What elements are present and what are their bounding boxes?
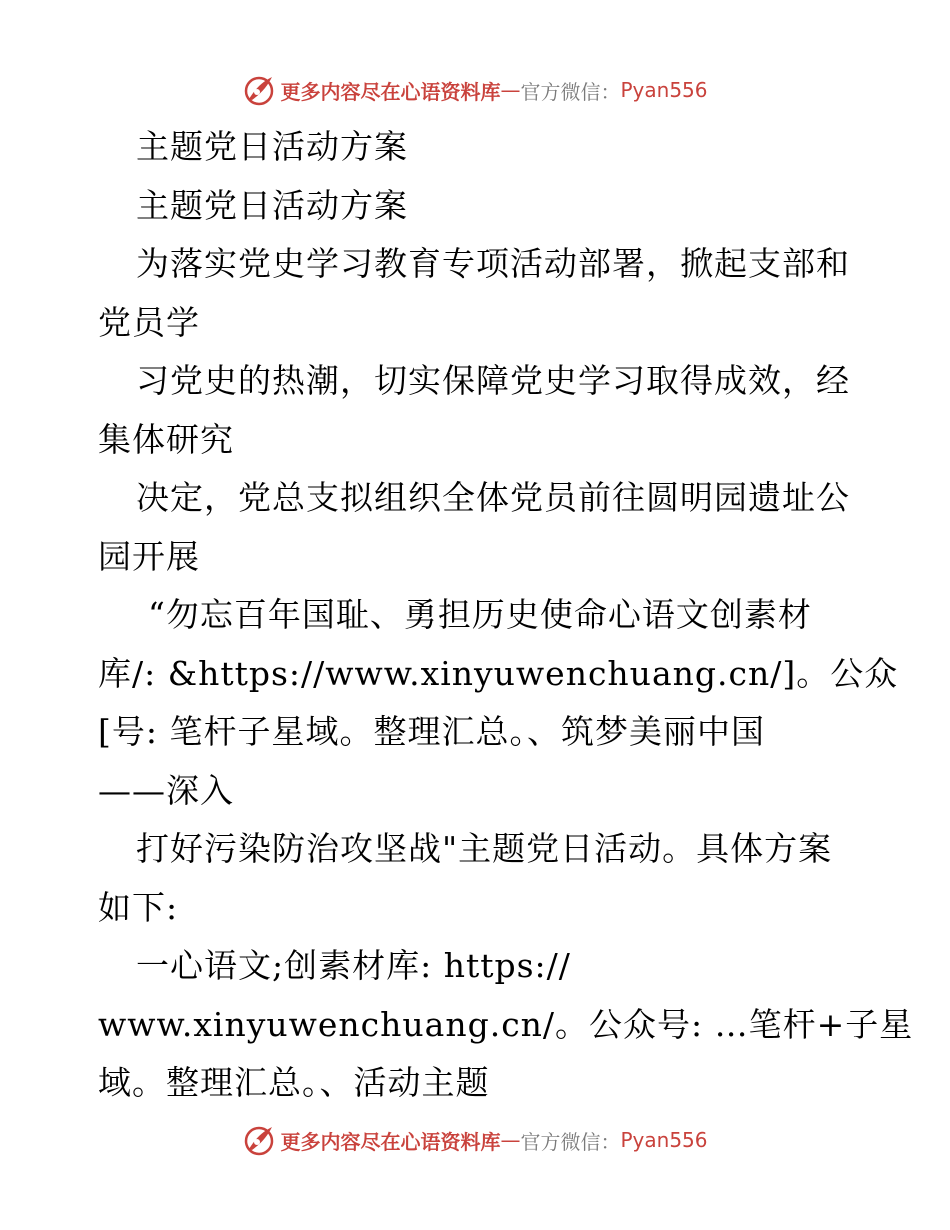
- banner-library-text: 更多内容尽在心语资料库: [280, 1129, 501, 1154]
- quill-logo-icon: [242, 1123, 276, 1157]
- doc-paragraph-line: 为落实党史学习教育专项活动部署，掀起支部和: [136, 244, 850, 283]
- doc-paragraph-line: 一心语文;创素材库: https://: [136, 946, 571, 985]
- banner-separator: —: [500, 78, 521, 102]
- banner-separator: —: [500, 1128, 521, 1152]
- doc-paragraph-line: 域。整理汇总。、活动主题: [98, 1063, 490, 1102]
- doc-title-repeat: 主题党日活动方案: [136, 185, 408, 225]
- doc-paragraph-line: 习党史的热潮，切实保障党史学习取得成效，经: [136, 361, 850, 400]
- banner-library-text: 更多内容尽在心语资料库: [280, 79, 501, 104]
- banner-wechat-label: 官方微信：: [520, 79, 621, 104]
- doc-paragraph-line: 打好污染防治攻坚战"主题党日活动。具体方案: [136, 829, 833, 868]
- doc-paragraph-line: 如下:: [98, 887, 179, 927]
- footer-banner: [0, 1120, 950, 1160]
- banner-wechat-label: 官方微信：: [520, 1129, 621, 1154]
- doc-paragraph-line: 库/: &https://www.xinyuwenchuang.cn/]。公众: [98, 653, 899, 693]
- header-banner: [0, 70, 950, 110]
- banner-wechat-account: Pyan556: [620, 1128, 708, 1152]
- quill-logo-icon: [242, 73, 276, 107]
- banner-wechat-account: Pyan556: [620, 78, 708, 102]
- doc-paragraph-line: “勿忘百年国耻、勇担历史使命心语文创素材: [148, 595, 812, 634]
- doc-paragraph-line: [号: 笔杆子星域。整理汇总。、筑梦美丽中国: [98, 712, 765, 751]
- doc-paragraph-line: www.xinyuwenchuang.cn/。公众号: …笔杆+子星: [98, 1004, 914, 1044]
- doc-paragraph-line: 园开展: [98, 536, 200, 576]
- doc-paragraph-line: 党员学: [98, 302, 200, 342]
- doc-paragraph-line: 决定，党总支拟组织全体党员前往圆明园遗址公: [136, 478, 850, 517]
- doc-paragraph-line: 集体研究: [98, 419, 234, 459]
- document-body: [98, 118, 914, 1113]
- doc-title: 主题党日活动方案: [136, 127, 408, 166]
- doc-paragraph-line: ——深入: [98, 770, 234, 810]
